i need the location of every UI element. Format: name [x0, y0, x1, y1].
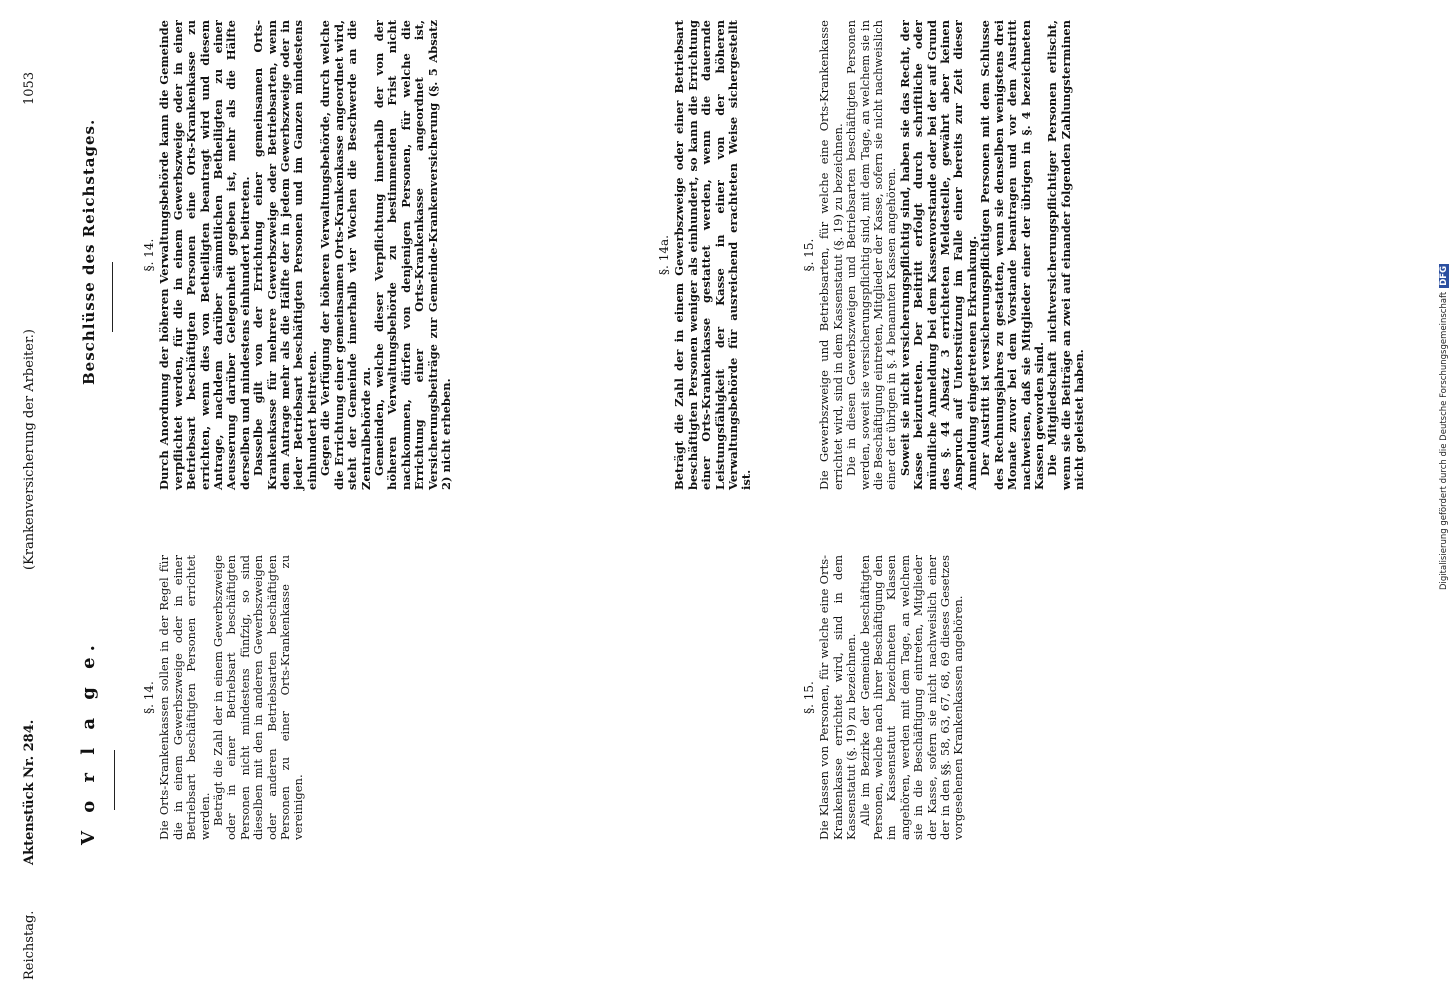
title-vorlage: V o r l a g e.	[78, 639, 99, 845]
title-rule-left	[114, 750, 115, 810]
header-aktenstueck: Aktenstück Nr. 284.	[22, 719, 37, 865]
right-s14-heading: §. 14.	[142, 238, 156, 272]
right-s14-para-1: Durch Anordnung der höheren Verwaltungsbehörde kann die Gemeinde verpflichtet werden, für die in einem Gewerbszweige oder in einer Betriebsart beschäftigten Personen eine Orts-Krankenkasse zu errichten, wenn dies von Betheiligten beantragt wird und diesem Antrage, nachdem darüber sämmtlichen Betheiligten zu einer Aeusserung darüber Gelegenheit gegeben ist, mehr als die Hälfte derselben und mindestens einhundert beitreten.	[157, 20, 252, 490]
right-s15-para-5: Die Mitgliedschaft nichtversicherungspflichtiger Personen erlischt, wenn sie die Beiträge an zwei auf einander folgenden Zahlungsterminen nicht geleistet haben.	[1045, 20, 1087, 490]
left-s15-para-2: Alle im Bezirke der Gemeinde beschäftigten Personen, welche nach ihrer Beschäftigung den im Kassenstatut bezeichneten Klassen angehören, werden mit dem Tage, an welchem sie in die Beschäftigung eintreten, Mitglieder der Kasse, sofern sie nicht nachweislich einer der in den §§. 58, 63, 67, 68, 69 dieses Gesetzes vorgesehenen Krankenkassen angehören.	[857, 555, 966, 840]
left-s14-heading: §. 14.	[142, 681, 156, 714]
right-s15-block	[800, 20, 1095, 490]
left-s14-para-1: Die Orts-Krankenkassen sollen in der Regel für die in einem Gewerbszweige oder in einer Betriebsart beschäftigten Personen errichtet werden.	[157, 555, 212, 840]
right-s14-block	[140, 20, 655, 490]
header-subject: (Krankenversicherung der Arbeiter.)	[22, 329, 37, 570]
page-number: 1053	[22, 71, 37, 105]
right-s14-para-4: Gemeinden, welche dieser Verpflichtung innerhalb der von der höheren Verwaltungsbehörde zu bestimmenden Frist nicht nachkommen, dürfen von denjenigen Personen, für welche die Errichtung einer Orts-Krankenkasse angeordnet ist, Versicherungsbeiträge zur Gemeinde-Krankenversicherung (§. 5 Absatz 2) nicht erheben.	[371, 20, 453, 490]
right-s14-para-2: Dasselbe gilt von der Errichtung einer gemeinsamen Orts-Krankenkasse für mehrere Gewerbszweige oder Betriebsarten, wenn dem Antrage mehr als die Hälfte der in jedem Gewerbszweige oder in jeder Betriebsart beschäftigten Personen und im Ganzen mindestens einhundert beitreten.	[251, 20, 319, 490]
dfg-logo: DFG	[1439, 265, 1449, 286]
right-s15-para-4: Der Austritt ist versicherungspflichtigen Personen mit dem Schlusse des Rechnungsjahres zu gestatten, wenn sie denselben wenigstens drei Monate zuvor bei dem Vorstande beantragen und vor dem Austritt nachweisen, daß sie Mitglieder einer der übrigen in §. 4 bezeichneten Kassen geworden sind.	[978, 20, 1046, 490]
right-s14-para-3: Gegen die Verfügung der höheren Verwaltungsbehörde, durch welche die Errichtung einer gemeinsamen Orts-Krankenkasse angeordnet wird, steht der Gemeinde innerhalb vier Wochen die Beschwerde an die Zentralbehörde zu.	[318, 20, 373, 490]
right-s14a-para-1: Beträgt die Zahl der in einem Gewerbszweige oder einer Betriebsart beschäftigten Personen weniger als einhundert, so kann die Errichtung einer Orts-Krankenkasse gestattet werden, wenn die dauernde Leistungsfähigkeit der Kasse in einer von der höheren Verwaltungsbehörde für ausreichend erachteten Weise sichergestellt ist.	[672, 20, 754, 490]
credit-text: Digitalisierung gefördert durch die Deutsche Forschungsgemeinschaft	[1439, 291, 1449, 590]
header-reichstag: Reichstag.	[22, 910, 37, 980]
title-beschluesse: Beschlüsse des Reichstages.	[80, 118, 98, 385]
left-s15-heading: §. 15.	[802, 681, 816, 714]
right-s15-heading: §. 15.	[802, 238, 816, 272]
digitization-credit	[1408, 0, 1449, 1000]
right-s15-para-2: Die in diesen Gewerbszweigen und Betriebsarten beschäftigten Personen werden, soweit sie versicherungspflichtig sind, mit dem Tage, an welchem sie in die Beschäftigung eintreten, Mitglieder der Kasse, sofern sie nicht nachweislich einer der übrigen in §. 4 benannten Kassen angehören.	[844, 20, 899, 490]
right-s14a-block	[655, 20, 795, 490]
left-s15-block	[800, 555, 990, 840]
right-s15-para-3: Soweit sie nicht versicherungspflichtig sind, haben sie das Recht, der Kasse beizutreten. Der Beitritt erfolgt durch schriftliche oder mündliche Anmeldung bei dem Kassenvorstande oder bei der auf Grund des §. 44 Absatz 3 errichteten Meldestelle, gewährt aber keinen Anspruch auf Unterstützung im Falle einer bereits zur Zeit dieser Anmeldung eingetretenen Erkrankung.	[897, 20, 979, 490]
right-s15-para-1: Die Gewerbszweige und Betriebsarten, für welche eine Orts-Krankenkasse errichtet wird, sind in dem Kassenstatut (§. 19) zu bezeichnen.	[817, 20, 845, 490]
left-s14-para-2: Beträgt die Zahl der in einem Gewerbszweige oder in einer Betriebsart beschäftigten Personen nicht mindestens fünfzig, so sind dieselben mit den in anderen Gewerbszweigen oder anderen Betriebsarten beschäftigten Personen zu einer Orts-Krankenkasse zu vereinigen.	[211, 555, 306, 840]
right-s14a-heading: §. 14a.	[657, 235, 671, 275]
title-rule-right	[112, 262, 113, 332]
left-s14-block	[140, 555, 306, 840]
left-s15-para-1: Die Klassen von Personen, für welche eine Orts-Krankenkasse errichtet wird, sind in dem Kassenstatut (§. 19) zu bezeichnen.	[817, 555, 859, 840]
